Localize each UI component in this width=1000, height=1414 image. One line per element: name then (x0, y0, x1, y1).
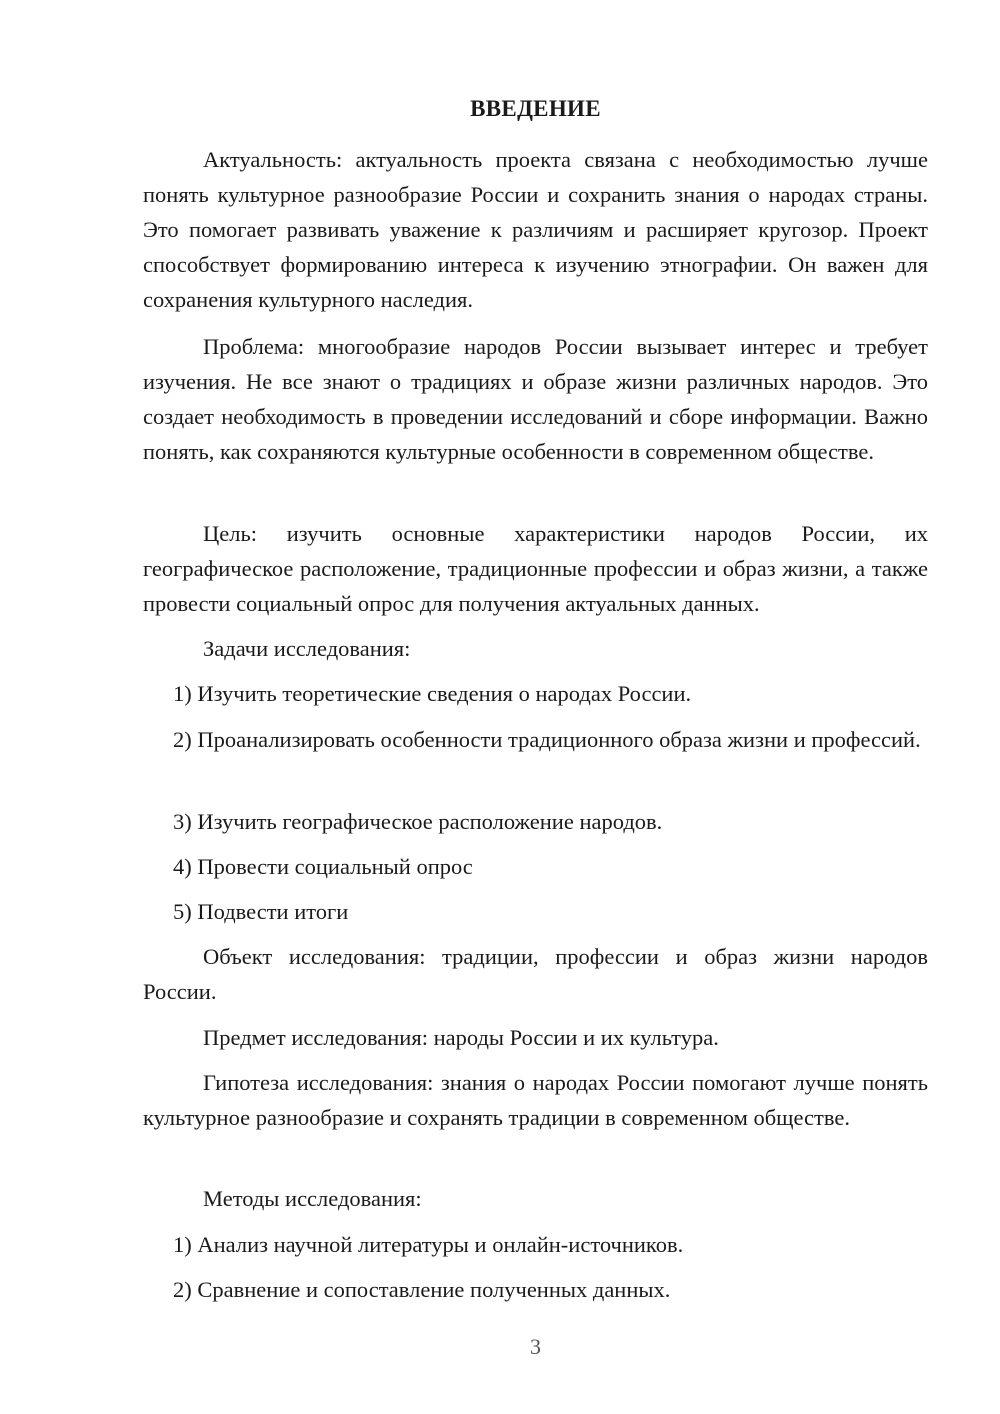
document-page (143, 0, 928, 1414)
problem-paragraph: Проблема: многообразие народов России вызывает интерес и требует изучения. Не все знают о традициях и образе жизни различных народов. Это создает необходимость в проведении исследований и сборе информации. Важно понять, как сохраняются культурные особенности в современном обществе. (143, 334, 928, 464)
task-item-2: 2) Проанализировать особенности традиционного образа жизни и профессий. (173, 727, 921, 752)
relevance-paragraph: Актуальность: актуальность проекта связана с необходимостью лучше понять культурное разнообразие России и сохранить знания о народах страны. Это помогает развивать уважение к различиям и расширяет кругозор. Проект способствует формированию интереса к изучению этнографии. Он важен для сохранения культурного наследия. (143, 147, 928, 312)
hypothesis-paragraph: Гипотеза исследования: знания о народах России помогают лучше понять культурное разнообразие и сохранять традиции в современном обществе. (143, 1070, 928, 1130)
task-item-4: 4) Провести социальный опрос (173, 854, 473, 879)
tasks-title: Задачи исследования: (203, 636, 411, 661)
goal-paragraph: Цель: изучить основные характеристики народов России, их географическое расположение, традиционные профессии и образ жизни, а также провести социальный опрос для получения актуальных данных. (143, 521, 928, 616)
method-item-1: 1) Анализ научной литературы и онлайн-источников. (173, 1232, 684, 1257)
page-number: 3 (530, 1334, 541, 1359)
object-paragraph: Объект исследования: традиции, профессии и образ жизни народов России. (143, 944, 928, 1004)
methods-title: Методы исследования: (203, 1186, 422, 1211)
method-item-2: 2) Сравнение и сопоставление полученных данных. (173, 1277, 671, 1302)
task-item-5: 5) Подвести итоги (173, 899, 349, 924)
task-item-3: 3) Изучить географическое расположение народов. (173, 809, 663, 834)
page-heading: ВВЕДЕНИЕ (470, 96, 601, 121)
subject-paragraph: Предмет исследования: народы России и их культура. (203, 1025, 719, 1050)
task-item-1: 1) Изучить теоретические сведения о народах России. (173, 681, 692, 706)
